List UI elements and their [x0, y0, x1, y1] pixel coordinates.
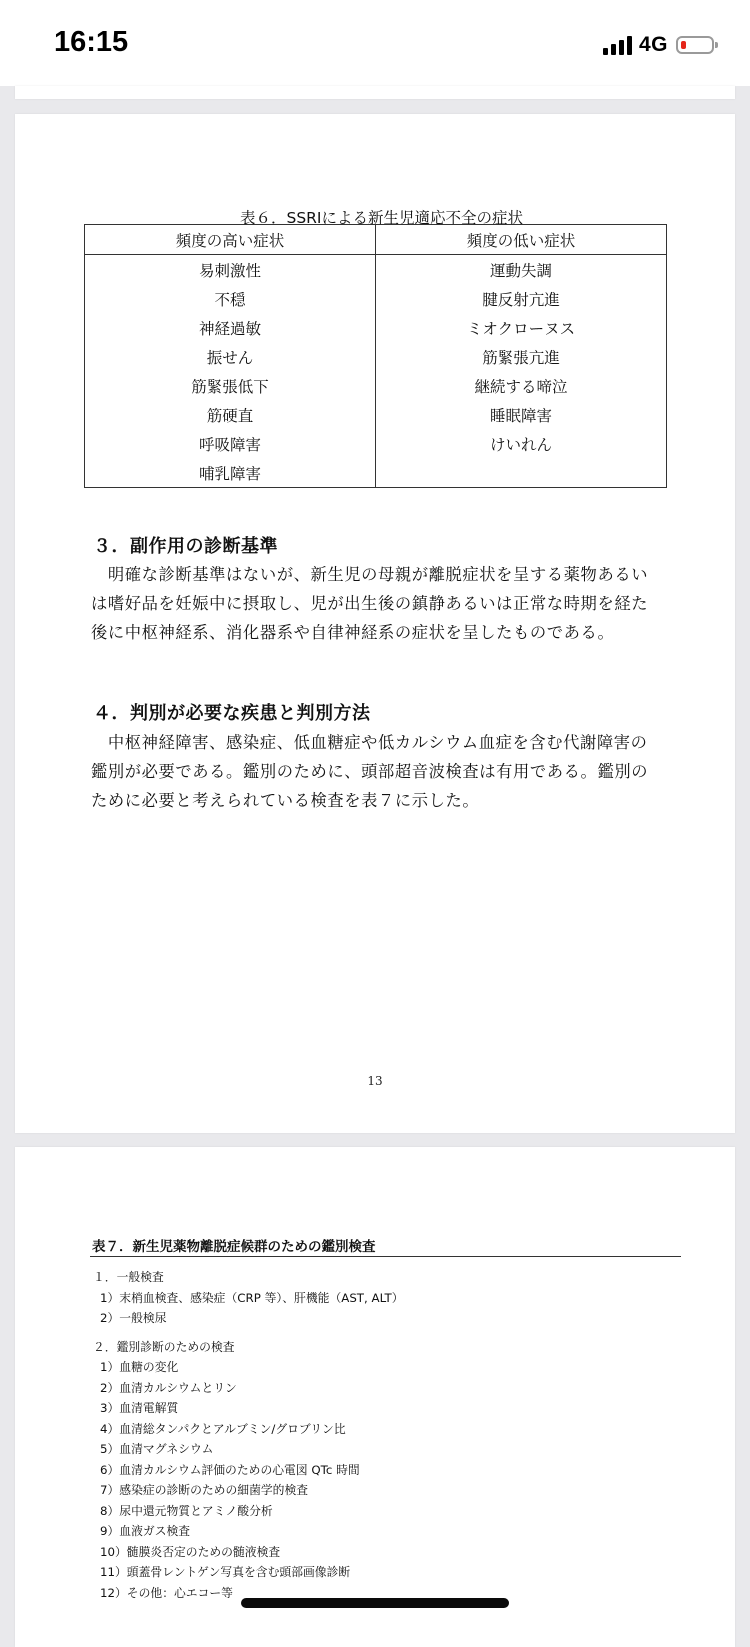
table7-caption: 表７．新生児薬物離脱症候群のための鑑別検査	[92, 1239, 376, 1255]
table6-header-high: 頻度の高い症状	[85, 225, 376, 255]
table-cell: 振せん	[85, 342, 376, 371]
list-item: 2）一般検尿	[100, 1311, 167, 1325]
table-cell: 神経過敏	[85, 313, 376, 342]
table-cell: 不穏	[85, 284, 376, 313]
table-cell: 筋緊張亢進	[376, 342, 667, 371]
list-item: 7）感染症の診断のための細菌学的検査	[100, 1483, 309, 1497]
list-item: 12）その他：心エコー等	[100, 1586, 233, 1600]
section3-heading: ３．副作用の診断基準	[93, 536, 278, 557]
table6-header-low: 頻度の低い症状	[376, 225, 667, 255]
list-item: 4）血清総タンパクとアルブミン/グロブリン比	[100, 1422, 346, 1436]
home-indicator[interactable]	[241, 1598, 509, 1608]
paragraph-line: は嗜好品を妊娠中に摂取し、児が出生後の鎮静あるいは正常な時期を経た	[91, 594, 649, 613]
table-row	[85, 255, 667, 285]
battery-icon	[676, 36, 714, 54]
paragraph-line: 後に中枢神経系、消化器系や自律神経系の症状を呈したものである。	[91, 623, 615, 642]
table-row	[85, 400, 667, 429]
table6-caption: 表６．SSRIによる新生児適応不全の症状	[239, 209, 524, 227]
table-cell: けいれん	[376, 429, 667, 458]
battery-level	[681, 41, 686, 49]
table-row	[85, 429, 667, 458]
table7-section-title: １．一般検査	[93, 1270, 164, 1284]
list-item: 8）尿中還元物質とアミノ酸分析	[100, 1504, 273, 1518]
table-cell: ミオクローヌス	[376, 313, 667, 342]
section3-body	[91, 560, 689, 647]
list-item: 1）末梢血検査、感染症（CRP 等）、肝機能（AST, ALT）	[100, 1291, 404, 1305]
section4-heading: ４．判別が必要な疾患と判別方法	[93, 703, 371, 724]
table-cell: 腱反射亢進	[376, 284, 667, 313]
status-indicators	[603, 34, 714, 56]
table-cell: 筋硬直	[85, 400, 376, 429]
list-item: 10）髄膜炎否定のための髄液検査	[100, 1545, 281, 1559]
list-item: 1）血糖の変化	[100, 1360, 179, 1374]
status-bar	[0, 0, 750, 86]
table6	[84, 224, 667, 488]
table7-rule	[90, 1256, 681, 1257]
list-item: 5）血清マグネシウム	[100, 1442, 214, 1456]
paragraph-line: 鑑別が必要である。鑑別のために、頭部超音波検査は有用である。鑑別の	[91, 762, 649, 781]
paragraph-line: 中枢神経障害、感染症、低血糖症や低カルシウム血症を含む代謝障害の	[91, 733, 648, 752]
table7-section-title: ２．鑑別診断のための検査	[93, 1340, 235, 1354]
table-cell: 筋緊張低下	[85, 371, 376, 400]
previous-page-bottom	[15, 86, 735, 99]
section4-body	[91, 728, 689, 815]
table-row	[85, 458, 667, 488]
paragraph-line: 明確な診断基準はないが、新生児の母親が離脱症状を呈する薬物あるい	[91, 565, 649, 584]
list-item: 2）血清カルシウムとリン	[100, 1381, 237, 1395]
table-cell: 易刺激性	[85, 255, 376, 285]
paragraph-line: ために必要と考えられている検査を表７に示した。	[91, 791, 480, 810]
cellular-signal-icon	[603, 35, 632, 55]
table-cell: 哺乳障害	[85, 458, 376, 488]
table-row	[85, 371, 667, 400]
table-row	[85, 284, 667, 313]
table-row	[85, 313, 667, 342]
table-cell: 運動失調	[376, 255, 667, 285]
status-time: 16:15	[54, 26, 129, 58]
list-item: 6）血清カルシウム評価のための心電図 QTc 時間	[100, 1463, 360, 1477]
list-item: 3）血清電解質	[100, 1401, 179, 1415]
table-cell: 睡眠障害	[376, 400, 667, 429]
table-cell	[376, 458, 667, 488]
table-cell: 継続する啼泣	[376, 371, 667, 400]
table6-header-row	[85, 225, 667, 255]
page-number: 13	[367, 1074, 383, 1088]
table-row	[85, 342, 667, 371]
table-cell: 呼吸障害	[85, 429, 376, 458]
document-page-13	[15, 114, 735, 1133]
network-type: 4G	[638, 33, 668, 56]
document-page-14	[15, 1147, 735, 1647]
list-item: 9）血液ガス検査	[100, 1524, 191, 1538]
list-item: 11）頭蓋骨レントゲン写真を含む頭部画像診断	[100, 1565, 351, 1579]
